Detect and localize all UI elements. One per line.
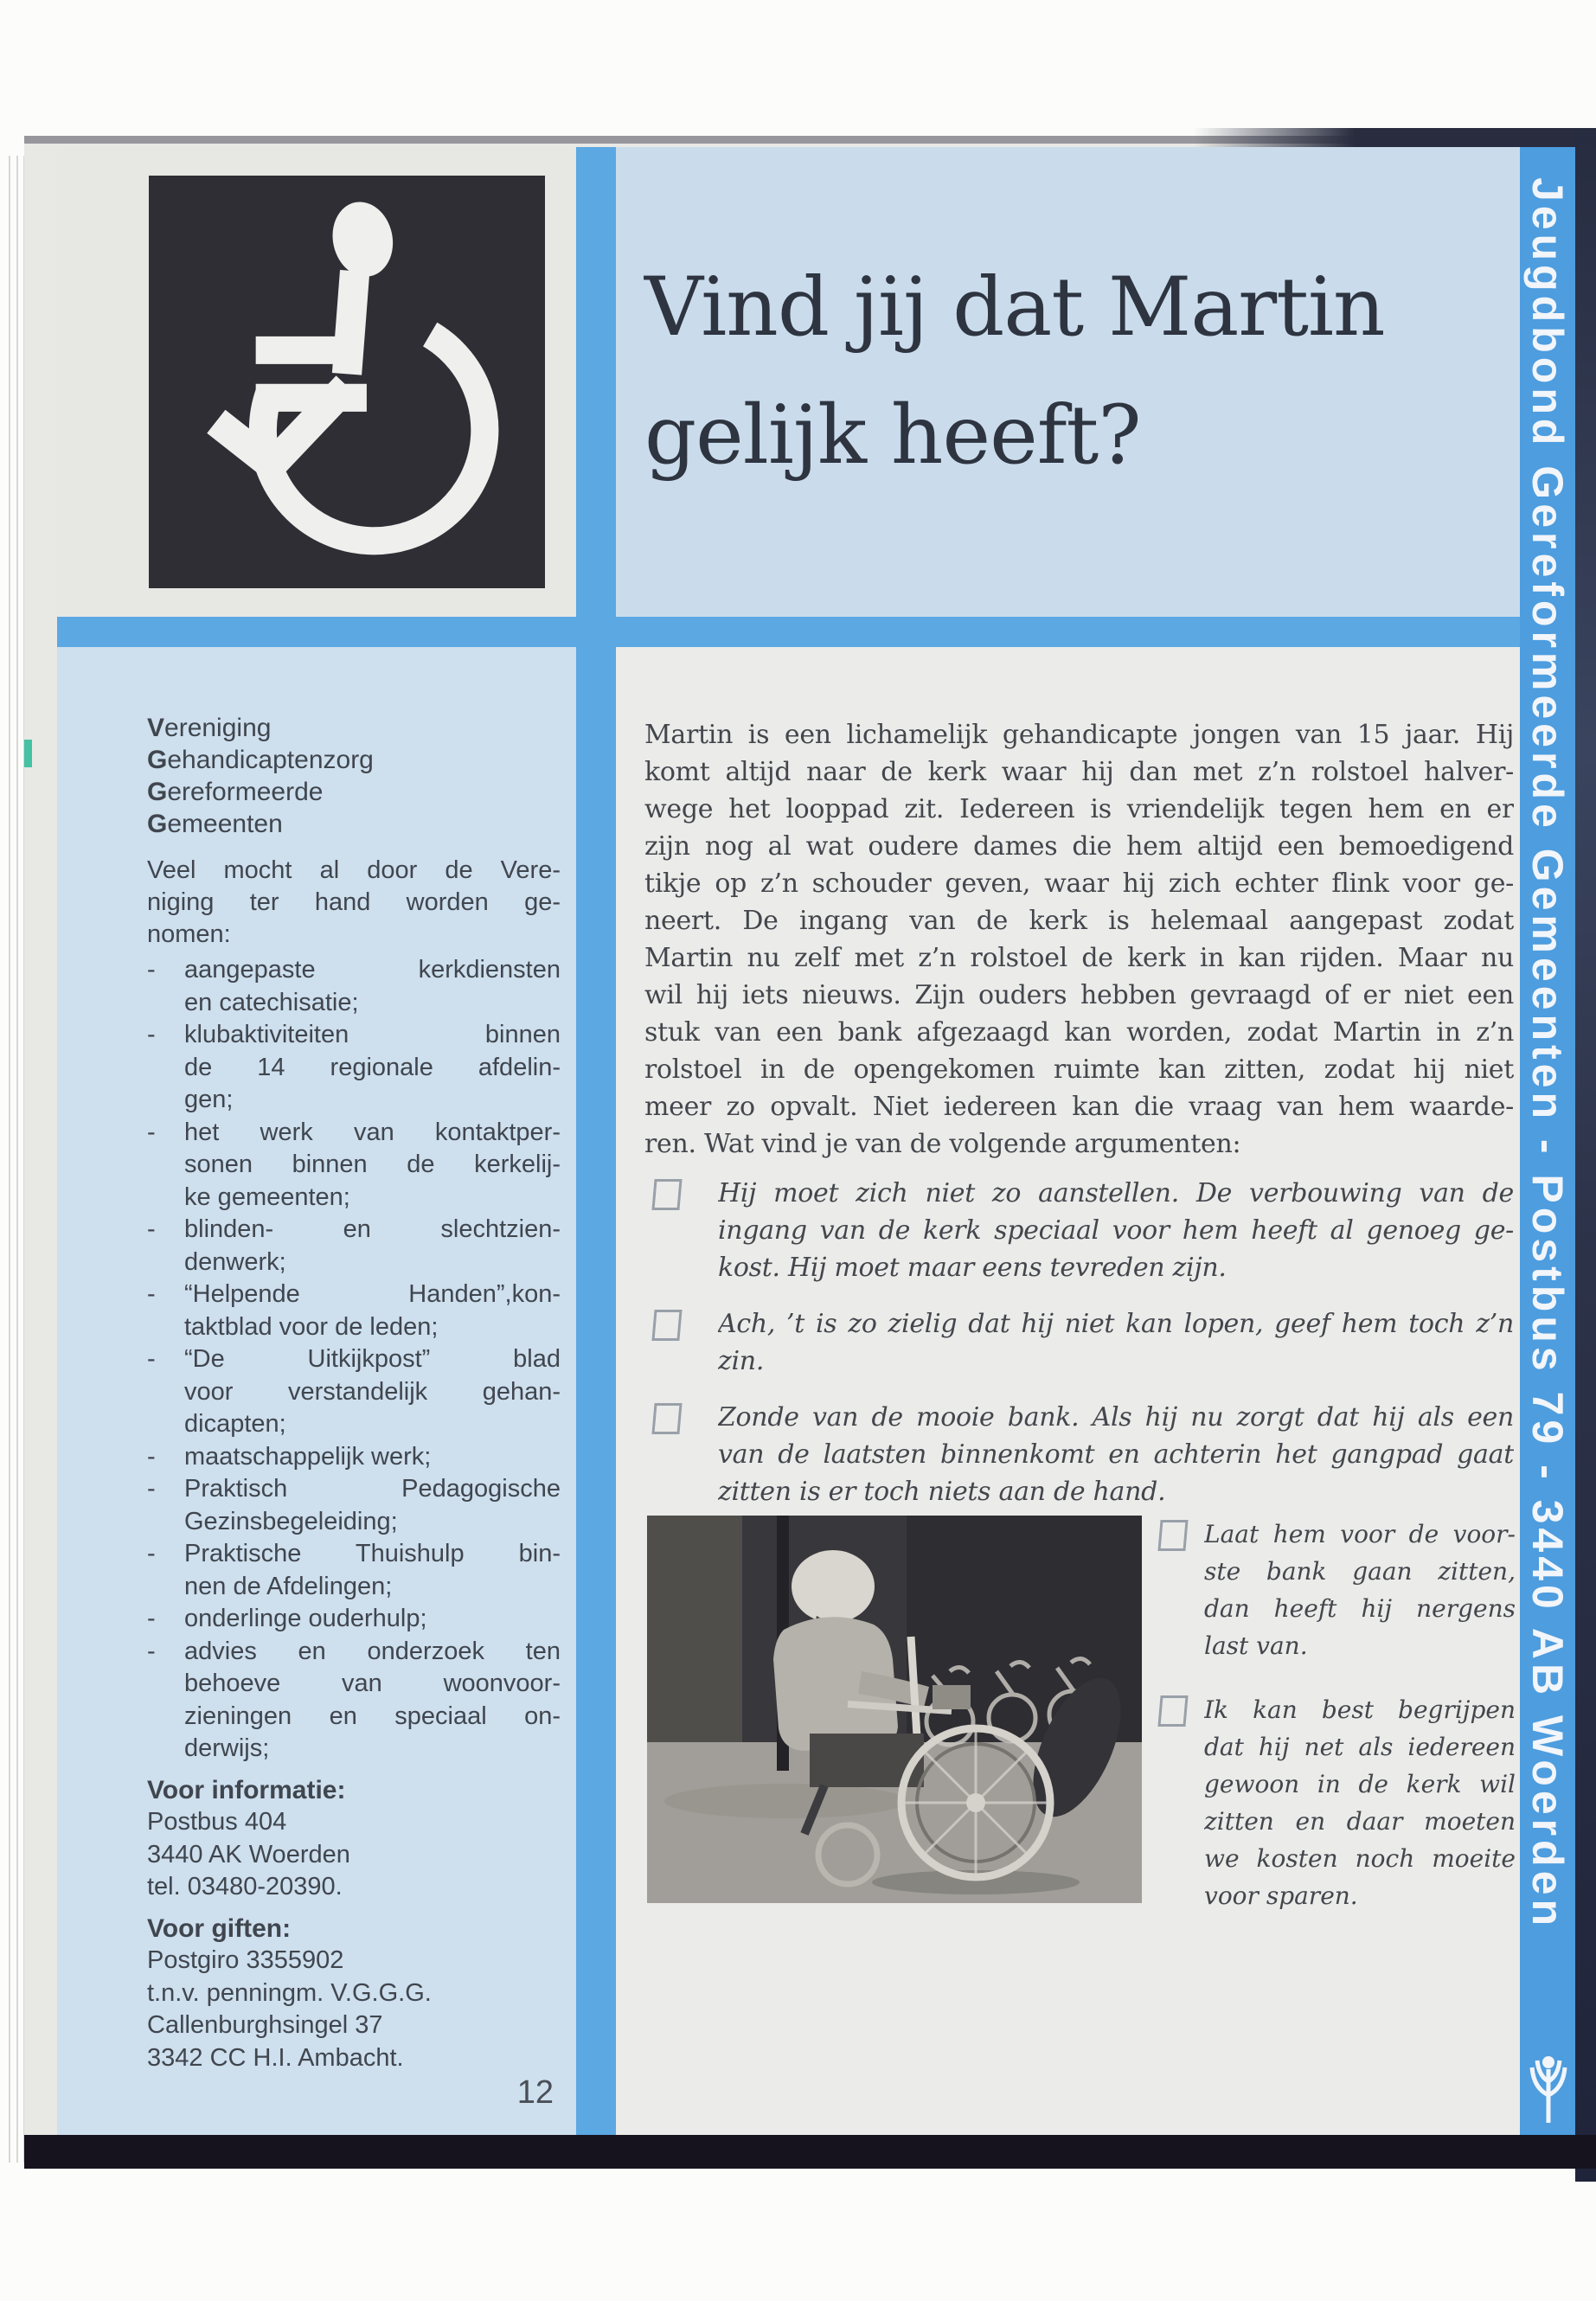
activity-list xyxy=(147,954,561,1766)
text-line: van de laatsten binnenkomt en achterin het gangpad gaat xyxy=(718,1439,1514,1470)
bullet-dash: - xyxy=(147,956,156,984)
vertical-blue-stripe xyxy=(576,147,616,2167)
list-item xyxy=(147,1117,561,1215)
bullet-dash: - xyxy=(147,1475,156,1503)
text-line: Hij moet zich niet zo aanstellen. De verbouwing van de xyxy=(718,1178,1514,1208)
item-text xyxy=(718,1305,1514,1380)
item-text xyxy=(184,1441,561,1474)
item-text xyxy=(184,954,561,1019)
text-line: dan heeft hij nergens xyxy=(1204,1594,1516,1623)
text-line: ren. Wat vind je van de volgende argumenten: xyxy=(644,1129,1241,1159)
info-lines xyxy=(147,1945,561,2074)
text-line: taktblad voor de leden; xyxy=(184,1312,439,1341)
text-line: wil hij iets nieuws. Zijn ouders hebben gevraagd of er niet een xyxy=(644,980,1514,1010)
text-line: blinden- en slechtzien- xyxy=(184,1215,561,1243)
text-line: Laat hem voor de voor- xyxy=(1204,1520,1516,1548)
page-number: 12 xyxy=(516,2074,554,2111)
bullet-dash: - xyxy=(147,1442,156,1471)
text-line: stuk van een bank afgezaagd kan worden, zodat Martin in z’n xyxy=(644,1017,1514,1048)
text-line: wege het looppad zit. Iedereen is vriendelijk tegen hem en er xyxy=(644,794,1514,824)
bullet-dash: - xyxy=(147,1215,156,1243)
info-block-donations xyxy=(147,1913,561,2075)
item-text xyxy=(184,1538,561,1603)
text-line: ke gemeenten; xyxy=(184,1183,350,1211)
text-line: aangepaste kerkdiensten xyxy=(184,956,561,984)
item-text xyxy=(184,1117,561,1215)
spine-text: Jeugdbond Gereformeerde Gemeenten - Postbus 79 - 3440 AB Woerden xyxy=(1523,177,1572,1930)
argument-checkbox[interactable] xyxy=(644,1399,718,1510)
text-line: neert. De ingang van de kerk is helemaal aangepast zodat xyxy=(644,906,1514,936)
text-line: maatschappelijk werk; xyxy=(184,1442,432,1471)
argument-list-beside-photo xyxy=(1159,1516,1516,1941)
text-line: “Helpende Handen”,kon- xyxy=(184,1280,561,1308)
text-line: Ach, ’t is zo zielig dat hij niet kan lopen, geef hem toch z’n xyxy=(718,1309,1514,1339)
list-item xyxy=(147,1441,561,1474)
text-line: zitten en daar moeten xyxy=(1204,1807,1516,1836)
text-line: meer zo opvalt. Niet iedereen kan die vraag van hem waarde- xyxy=(644,1092,1514,1122)
list-item xyxy=(147,1473,561,1538)
page-title-line1: Vind jij dat Martin xyxy=(644,260,1385,355)
text-line: denwerk; xyxy=(184,1247,286,1276)
item-text xyxy=(184,1473,561,1538)
text-line: Veel mocht al door de Vere- xyxy=(147,856,561,884)
text-line: niging ter hand worden ge- xyxy=(147,888,561,916)
bullet-dash: - xyxy=(147,1021,156,1048)
info-block-contact xyxy=(147,1774,561,1904)
text-line: Gereformeerde xyxy=(147,778,324,806)
page-title-line2: gelijk heeft? xyxy=(644,388,1141,483)
bullet-dash: - xyxy=(147,1345,156,1373)
bullet-dash: - xyxy=(147,1540,156,1567)
text-line: ingang van de kerk speciaal voor hem heeft al genoeg ge- xyxy=(718,1215,1514,1246)
argument-item xyxy=(644,1399,1514,1510)
info-heading: Voor informatie: xyxy=(147,1775,346,1804)
article xyxy=(644,647,1514,1529)
text-line: zin. xyxy=(718,1346,765,1376)
item-text xyxy=(718,1175,1514,1286)
info-lines xyxy=(147,1806,561,1904)
text-line: Postbus 404 xyxy=(147,1808,287,1836)
text-line: tel. 03480-20390. xyxy=(147,1873,343,1900)
argument-item xyxy=(644,1175,1514,1286)
list-item xyxy=(147,1279,561,1343)
martin-wheelchair-photo xyxy=(647,1516,1142,1903)
text-line: gen; xyxy=(184,1086,234,1113)
argument-list xyxy=(644,1175,1514,1510)
text-line: sonen binnen de kerkelij- xyxy=(184,1150,561,1178)
horizontal-blue-band xyxy=(57,617,1520,647)
item-text xyxy=(184,1343,561,1441)
text-line: Callenburghsingel 37 xyxy=(147,2011,383,2039)
list-item xyxy=(147,1214,561,1279)
organisation-name xyxy=(147,712,561,840)
item-text xyxy=(718,1399,1514,1510)
text-line: Gemeenten xyxy=(147,810,283,838)
bullet-dash: - xyxy=(147,1280,156,1308)
page-edge-green-mark xyxy=(24,740,32,767)
list-item xyxy=(147,1538,561,1603)
page-title xyxy=(616,147,1520,617)
list-item xyxy=(147,1603,561,1636)
text-line: behoeve van woonvoor- xyxy=(184,1670,561,1697)
page-stack-edge-line xyxy=(9,156,10,2163)
text-line: 3342 CC H.I. Ambacht. xyxy=(147,2043,404,2072)
wheelchair-icon xyxy=(149,176,545,588)
text-line: zitten is er toch niets aan de hand. xyxy=(718,1477,1166,1507)
text-line: Praktisch Pedagogische xyxy=(184,1475,561,1503)
text-line: het werk van kontaktper- xyxy=(184,1118,561,1146)
text-line: 3440 AK Woerden xyxy=(147,1840,350,1868)
text-line: nen de Afdelingen; xyxy=(184,1572,393,1600)
text-line: Postgiro 3355902 xyxy=(147,1946,344,1974)
wheelchair-photo-illustration xyxy=(647,1516,1142,1903)
text-line: rolstoel in de opengekomen ruimte kan zitten, zodat hij niet xyxy=(644,1054,1514,1085)
text-line: Vereniging xyxy=(147,714,272,742)
argument-item xyxy=(644,1305,1514,1380)
info-heading: Voor giften: xyxy=(147,1913,292,1943)
jeugdbond-logo-icon xyxy=(1527,2052,1570,2126)
item-text xyxy=(184,1019,561,1117)
argument-item xyxy=(1159,1691,1516,1914)
book-cover-edge-right xyxy=(1575,130,1596,2182)
text-line: nomen: xyxy=(147,920,231,948)
page-bottom-black-band xyxy=(24,2135,1596,2169)
wheelchair-control-box xyxy=(933,1685,971,1709)
text-line: gewoon in de kerk wil xyxy=(1204,1770,1516,1798)
sidebar-intro xyxy=(147,855,561,951)
bullet-dash: - xyxy=(147,1637,156,1665)
text-line: klubaktiviteiten binnen xyxy=(184,1021,561,1048)
item-text xyxy=(1204,1516,1516,1664)
text-line: “De Uitkijkpost” blad xyxy=(184,1345,561,1373)
text-line: komt altijd naar de kerk waar hij dan met z’n rolstoel halver- xyxy=(644,757,1514,787)
argument-checkbox[interactable] xyxy=(1159,1516,1204,1664)
item-text xyxy=(184,1279,561,1343)
argument-item xyxy=(1159,1516,1516,1664)
text-line: Ik kan best begrijpen xyxy=(1204,1695,1516,1724)
page-stack-edge-line xyxy=(16,156,18,2163)
text-line: Martin is een lichamelijk gehandicapte jongen van 15 jaar. Hij xyxy=(644,720,1514,750)
text-line: dat hij net als iedereen xyxy=(1204,1733,1516,1761)
text-line: Gezinsbegeleiding; xyxy=(184,1507,398,1535)
text-line: de 14 regionale afdelin- xyxy=(184,1053,561,1081)
text-line: t.n.v. penningm. V.G.G.G. xyxy=(147,1978,432,2007)
argument-checkbox[interactable] xyxy=(644,1305,718,1380)
text-line: tikje op z’n schouder geven, waar hij zich echter flink voor ge- xyxy=(644,868,1514,899)
list-item xyxy=(147,1343,561,1441)
argument-checkbox[interactable] xyxy=(1159,1691,1204,1914)
text-line: zieningen en speciaal on- xyxy=(184,1702,561,1730)
text-line: advies en onderzoek ten xyxy=(184,1637,561,1665)
text-line: last van. xyxy=(1204,1631,1308,1660)
text-line: ste bank gaan zitten, xyxy=(1204,1557,1516,1586)
argument-checkbox[interactable] xyxy=(644,1175,718,1286)
text-line: onderlinge ouderhulp; xyxy=(184,1605,427,1632)
text-line: derwijs; xyxy=(184,1734,270,1762)
text-line: dicapten; xyxy=(184,1410,286,1438)
text-line: voor verstandelijk gehan- xyxy=(184,1377,561,1406)
article-paragraph xyxy=(644,716,1514,1163)
text-line: Praktische Thuishulp bin- xyxy=(184,1540,561,1567)
item-text xyxy=(184,1214,561,1279)
text-line: Gehandicaptenzorg xyxy=(147,746,374,774)
item-text xyxy=(184,1603,561,1636)
item-text xyxy=(1204,1691,1516,1914)
text-line: we kosten noch moeite xyxy=(1204,1844,1516,1873)
sidebar xyxy=(147,647,561,2074)
item-text xyxy=(184,1636,561,1766)
text-line: Martin nu zelf met z’n rolstoel de kerk in kan rijden. Maar nu xyxy=(644,943,1514,973)
text-line: voor sparen. xyxy=(1204,1881,1358,1910)
bullet-dash: - xyxy=(147,1605,156,1632)
wheelchair-sign xyxy=(149,176,545,588)
list-item xyxy=(147,1019,561,1117)
bullet-dash: - xyxy=(147,1118,156,1146)
text-line: kost. Hij moet maar eens tevreden zijn. xyxy=(718,1253,1227,1283)
text-line: Zonde van de mooie bank. Als hij nu zorgt dat hij als een xyxy=(718,1402,1514,1433)
text-line: en catechisatie; xyxy=(184,988,359,1016)
list-item xyxy=(147,1636,561,1766)
list-item xyxy=(147,954,561,1019)
text-line: zijn nog al wat oudere dames die hem altijd een bemoedigend xyxy=(644,831,1514,862)
